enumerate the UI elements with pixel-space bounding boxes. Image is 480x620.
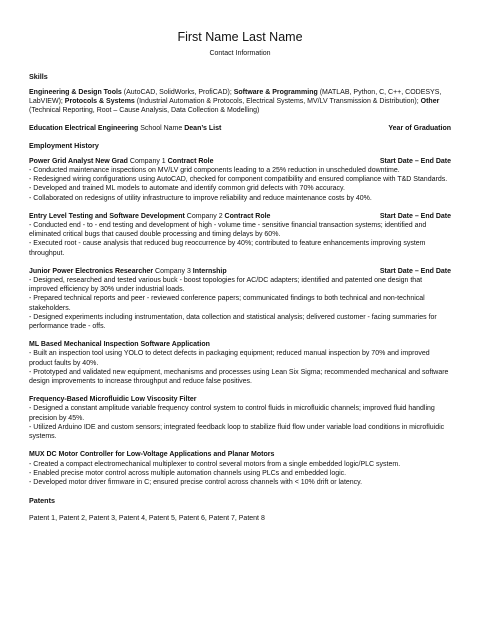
job-bullet: - Prepared technical reports and peer - reviewed conference papers; communicated findings to both technical and non-technical stakeholders. xyxy=(29,295,425,312)
job-bullet: - Redesigned wiring configurations using AutoCAD, checked for component compatibility and ensured compliance with T&D Standards. xyxy=(29,176,448,184)
project-bullet: - Designed a constant amplitude variable frequency control system to control fluids in microfluidic channels; improved fluid handling precision by 45%. xyxy=(29,405,435,422)
job-role: Junior Power Electronics Researcher xyxy=(29,267,154,275)
job-role: Power Grid Analyst New Grad xyxy=(29,157,128,165)
job-bullets xyxy=(29,276,451,331)
job-dates: Start Date – End Date xyxy=(379,212,451,220)
job-entry xyxy=(29,212,451,258)
full-name: First Name Last Name xyxy=(177,30,303,44)
project-bullet: - Created a compact electromechanical multiplexer to control several motors from a single embedded logic/PLC system. xyxy=(29,460,401,468)
skill-label-software: Software & Programming xyxy=(233,89,318,96)
education-honor: Dean’s List xyxy=(184,124,222,132)
project-entry xyxy=(29,340,451,386)
job-bullets xyxy=(29,166,451,203)
skill-text-software: (MATLAB, Python, C, C++, CODESYS, LabVIEW); xyxy=(29,89,442,106)
job-bullet: - Conducted end - to - end testing and development of high - volume time - sensitive financial transaction systems; identified and eliminated critical bugs that caused double processing and timing delays by 60%. xyxy=(29,222,427,239)
patents-heading: Patents xyxy=(29,496,55,506)
job-header xyxy=(29,157,451,166)
job-bullet: - Executed root - cause analysis that reduced bug reoccurrence by 40%; contributed to feature enhancements improving system throughput. xyxy=(29,240,426,257)
job-bullets xyxy=(29,221,451,258)
job-bullet: - Developed and trained ML models to automate and identify common grid defects with 70% accuracy. xyxy=(29,185,345,193)
project-bullets xyxy=(29,404,451,441)
job-bullet: - Collaborated on redesigns of utility infrastructure to improve reliability and reduce maintenance costs by 40%. xyxy=(29,194,372,202)
education-degree: Education Electrical Engineering xyxy=(29,124,139,132)
project-bullet: - Utilized Arduino IDE and custom sensors; integrated feedback loop to stabilize fluid flow under variable load conditions in microfluidic systems. xyxy=(29,423,445,441)
job-dates: Start Date – End Date xyxy=(379,267,451,275)
employment-heading: Employment History xyxy=(29,140,99,150)
project-bullet: - Prototyped and validated new equipment, mechanisms and processes using Lean Six Sigma; recommended mechanical and software design improvements to increase throughput and reduce false positives. xyxy=(29,368,449,386)
job-dates: Start Date – End Date xyxy=(379,157,451,165)
job-type: Contract Role xyxy=(167,157,214,165)
project-bullets xyxy=(29,460,451,488)
skill-text-protocols: (Industrial Automation & Protocols, Electrical Systems, MV/LV Transmission & Distribution); xyxy=(134,98,421,106)
job-type: Contract Role xyxy=(224,212,271,220)
skill-label-protocols: Protocols & Systems xyxy=(64,98,135,106)
project-title: MUX DC Motor Controller for Low-Voltage Applications and Planar Motors xyxy=(29,451,275,459)
skill-text-engineering: (AutoCAD, SolidWorks, ProfiCAD); xyxy=(121,89,234,96)
skill-text-other: (Technical Reporting, Root – Cause Analysis, Data Collection & Modelling) xyxy=(29,107,260,115)
job-company: Company 1 xyxy=(127,157,168,165)
project-title: Frequency-Based Microfluidic Low Viscosity Filter xyxy=(29,396,197,404)
job-role: Entry Level Testing and Software Development xyxy=(29,212,185,220)
project-bullet: - Enabled precise motor control across multiple automation channels using PLCs and embedded logic. xyxy=(29,469,347,477)
job-bullet: - Designed experiments including instrumentation, data collection and statistical analysis; delivered customer - facing summaries for performance trade - offs. xyxy=(29,313,437,331)
job-bullet: - Designed, researched and tested various buck - boost topologies for AC/DC adapters; identified and patented one design that improved efficiency by 30% under industrial loads. xyxy=(29,277,423,294)
job-header xyxy=(29,212,451,221)
job-company: Company 2 xyxy=(184,212,225,220)
skill-label-engineering: Engineering & Design Tools xyxy=(29,89,122,96)
project-title: ML Based Mechanical Inspection Software Application xyxy=(29,341,210,349)
project-bullet: - Developed motor driver firmware in C; ensured precise control across channels with < 10% drift or latency. xyxy=(29,478,363,486)
job-header xyxy=(29,267,451,276)
job-bullet: - Conducted maintenance inspections on MV/LV grid components leading to a 25% reduction in unscheduled downtime. xyxy=(29,167,400,175)
project-bullets xyxy=(29,349,451,386)
skills-paragraph xyxy=(29,88,451,116)
contact-information: Contact Information xyxy=(209,50,271,57)
education-year: Year of Graduation xyxy=(388,124,451,132)
job-type: Internship xyxy=(192,267,227,275)
job-entry xyxy=(29,157,451,203)
skill-label-other: Other xyxy=(420,98,440,106)
project-entry xyxy=(29,395,451,441)
job-company: Company 3 xyxy=(153,267,193,275)
project-entry xyxy=(29,450,451,487)
project-bullet: - Built an inspection tool using YOLO to detect defects in packaging equipment; reduced manual inspection by 70% and improved product faults by 40%. xyxy=(29,350,430,367)
skills-heading: Skills xyxy=(29,72,48,81)
education-row xyxy=(29,124,451,133)
job-entry xyxy=(29,267,451,331)
patents-list: Patent 1, Patent 2, Patent 3, Patent 4, Patent 5, Patent 6, Patent 7, Patent 8 xyxy=(29,515,265,523)
education-school: School Name xyxy=(138,124,185,132)
